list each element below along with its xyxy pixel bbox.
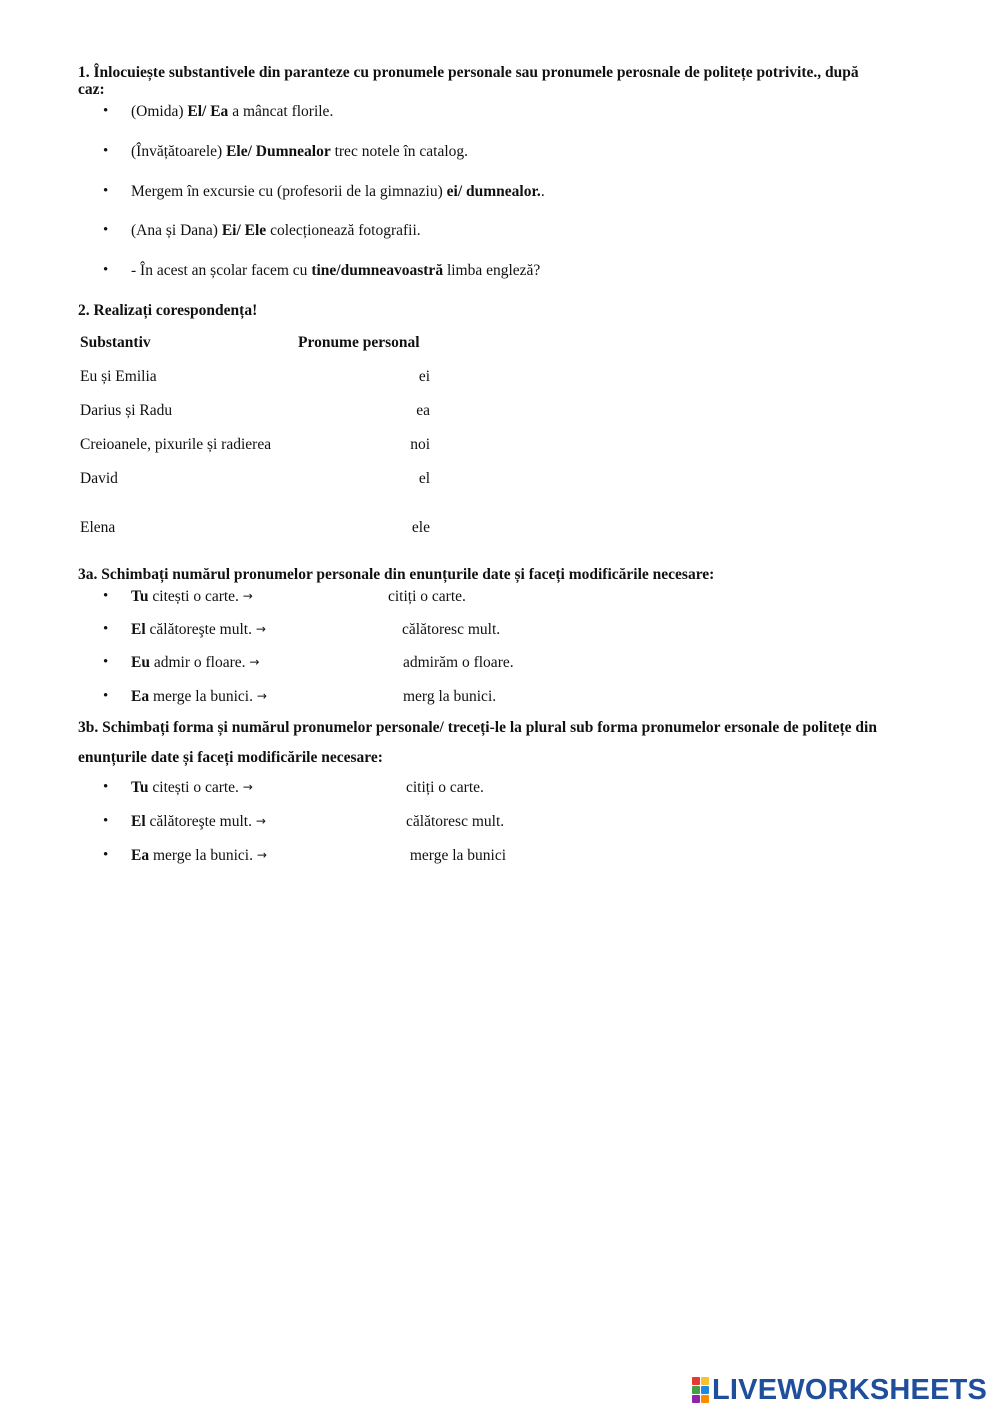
bullet: • <box>103 103 109 119</box>
item-text: trec notele în catalog. <box>330 143 469 160</box>
arrow-icon: → <box>255 814 266 828</box>
match-left-item[interactable]: David <box>80 470 118 487</box>
ex1-item-1 <box>131 103 333 121</box>
pronoun: Tu <box>131 779 149 796</box>
ex1-item-4 <box>131 222 421 240</box>
ex1-item-5 <box>131 262 540 280</box>
ex3b-answer-1[interactable]: citiți o carte. <box>406 779 484 796</box>
answer-text[interactable]: Ele/ Dumnealor <box>226 143 331 160</box>
arrow-icon: → <box>242 589 253 603</box>
pronoun: Tu <box>131 588 149 605</box>
col-header-pronume: Pronume personal <box>298 334 420 351</box>
bullet: • <box>103 143 109 159</box>
ex3b-answer-3[interactable]: merge la bunici <box>406 847 507 864</box>
answer-text[interactable]: El/ Ea <box>187 103 229 120</box>
bullet: • <box>103 183 109 199</box>
item-text: . <box>540 183 545 200</box>
ex3a-answer-3[interactable]: admirăm o floare. <box>403 654 514 671</box>
logo-block <box>701 1386 709 1394</box>
match-right-item[interactable]: el <box>418 470 430 487</box>
match-left-item[interactable]: Darius și Radu <box>80 402 173 419</box>
ex3a-sentence-1 <box>131 588 253 606</box>
match-right-item[interactable]: ea <box>416 402 430 419</box>
item-text: (Omida) <box>131 103 188 120</box>
arrow-icon: → <box>256 689 267 703</box>
sentence-text: călătoreşte mult. <box>145 813 252 830</box>
sentence-text: călătoreşte mult. <box>145 621 252 638</box>
ex3b-heading-line1: 3b. Schimbați forma și numărul pronumelor personale/ treceți-le la plural sub forma pronumelor ersonale de politețe din <box>78 719 877 736</box>
match-left-item[interactable]: Creioanele, pixurile și radierea <box>80 436 272 453</box>
bullet: • <box>103 654 109 670</box>
pronoun: El <box>131 813 146 830</box>
pronoun: Ea <box>131 688 150 705</box>
liveworksheets-logo <box>692 1373 987 1407</box>
bullet: • <box>103 588 109 604</box>
ex1-heading-line2: caz: <box>78 81 105 98</box>
bullet: • <box>103 222 109 238</box>
item-text: (Ana și Dana) <box>131 222 222 239</box>
item-text: limba engleză? <box>443 262 541 279</box>
item-text: Mergem în excursie cu (profesorii de la gimnaziu) <box>131 183 447 200</box>
answer-text[interactable]: tine/dumneavoastră <box>311 262 444 279</box>
logo-block <box>701 1377 709 1385</box>
item-text: (Învățătoarele) <box>131 143 227 160</box>
ex3b-sentence-1 <box>131 779 253 797</box>
ex1-item-3 <box>131 183 545 201</box>
ex3a-sentence-3 <box>131 654 259 672</box>
logo-block <box>692 1386 700 1394</box>
ex3a-sentence-4 <box>131 688 267 706</box>
item-text: - În acest an școlar facem cu <box>131 262 312 279</box>
ex3b-sentence-2 <box>131 813 266 831</box>
sentence-text: merge la bunici. <box>149 847 253 864</box>
logo-block <box>692 1377 700 1385</box>
match-right-item[interactable]: noi <box>410 436 430 453</box>
bullet: • <box>103 779 109 795</box>
logo-block <box>692 1395 700 1403</box>
sentence-text: citești o carte. <box>148 588 239 605</box>
ex3b-answer-2[interactable]: călătoresc mult. <box>406 813 505 830</box>
ex2-heading: 2. Realizați corespondența! <box>78 302 258 319</box>
logo-blocks-icon <box>692 1377 709 1403</box>
ex3a-sentence-2 <box>131 621 266 639</box>
bullet: • <box>103 621 109 637</box>
match-left-item[interactable]: Eu și Emilia <box>80 368 157 385</box>
logo-block <box>701 1395 709 1403</box>
arrow-icon: → <box>242 780 253 794</box>
bullet: • <box>103 688 109 704</box>
answer-text[interactable]: ei/ dumnealor. <box>446 183 541 200</box>
ex3a-heading: 3a. Schimbați numărul pronumelor personale din enunțurile date și faceți modificările necesare: <box>78 566 715 583</box>
arrow-icon: → <box>256 848 267 862</box>
bullet: • <box>103 262 109 278</box>
ex1-item-2 <box>131 143 468 161</box>
ex3b-sentence-3 <box>131 847 267 865</box>
ex3a-answer-1[interactable]: citiți o carte. <box>388 588 466 605</box>
col-header-substantiv: Substantiv <box>80 334 151 351</box>
pronoun: Ea <box>131 847 150 864</box>
answer-text[interactable]: Ei/ Ele <box>221 222 267 239</box>
arrow-icon: → <box>255 622 266 636</box>
item-text: colecționează fotografii. <box>266 222 421 239</box>
ex3a-answer-2[interactable]: călătoresc mult. <box>402 621 501 638</box>
bullet: • <box>103 847 109 863</box>
item-text: a mâncat florile. <box>228 103 334 120</box>
ex1-heading-line1: 1. Înlocuiește substantivele din paranteze cu pronumele personale sau pronumele perosnale de politețe potrivite., după <box>78 64 859 81</box>
sentence-text: merge la bunici. <box>149 688 253 705</box>
pronoun: El <box>131 621 146 638</box>
pronoun: Eu <box>131 654 150 671</box>
bullet: • <box>103 813 109 829</box>
ex3a-answer-4[interactable]: merg la bunici. <box>403 688 497 705</box>
match-right-item[interactable]: ei <box>418 368 430 385</box>
match-left-item[interactable]: Elena <box>80 519 116 536</box>
logo-text: LIVEWORKSHEETS <box>712 1373 988 1406</box>
sentence-text: citești o carte. <box>148 779 239 796</box>
ex3b-heading-line2: enunțurile date și faceți modificările necesare: <box>78 749 383 766</box>
arrow-icon: → <box>249 655 260 669</box>
match-right-item[interactable]: ele <box>411 519 430 536</box>
sentence-text: admir o floare. <box>149 654 246 671</box>
